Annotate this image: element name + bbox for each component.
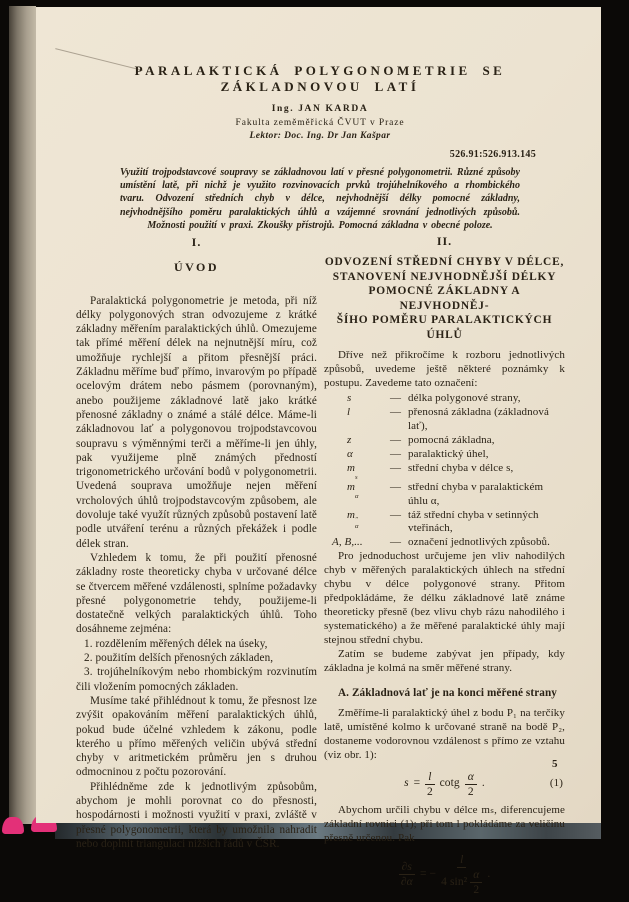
equation-number: (1) — [549, 777, 563, 790]
article-header — [76, 63, 564, 232]
definition-description: délka polygonové strany, — [408, 392, 521, 405]
definition-description: pomocná základna, — [408, 433, 495, 446]
definition-row — [324, 481, 565, 509]
definition-symbol: m ″ α — [347, 508, 359, 530]
definition-dash: — — [390, 480, 402, 493]
formula-1 — [324, 771, 565, 798]
lector-line: Lektor: Doc. Ing. Dr Jan Kašpar — [249, 131, 391, 141]
definition-description: přenosná základna (základnová lať), — [408, 406, 549, 432]
equals-minus-sign: = − — [419, 867, 437, 880]
equation-variable: s — [404, 777, 409, 790]
definition-description: paralaktický úhel, — [408, 447, 489, 460]
abstract-text: Využití trojpodstavcové soupravy se základnovou latí v přesné polygonometrii. Různé způsoby umístění latě, při nichž je využito rozvinovacích prvků trojúhelníkového a rhombického tvaru. Odvození středních chyb v délce, nejvhodnější délky pomocné základny, nejvhodnějšího poměru paralaktických úhlů a vzájemné srovnání jednotlivých způsobů. Možnosti použití v praxi. Zkoušky přístrojů. Pomocná základna v obecné poloze. — [120, 167, 520, 231]
definition-dash: — — [390, 433, 402, 446]
fraction-numerator: l — [457, 854, 466, 868]
definition-row — [324, 536, 565, 550]
definition-dash: — — [390, 536, 402, 549]
definition-row — [324, 406, 565, 434]
numbered-list-item: 2. použitím delších přenosných základen, — [84, 652, 274, 665]
fraction — [465, 771, 477, 798]
fraction-numerator: l — [425, 771, 434, 785]
fraction-denominator: 2 — [467, 785, 474, 798]
subsection-a-heading: A. Základnová lať je na konci měřené strany — [338, 687, 557, 700]
definition-symbol: m α — [347, 480, 359, 500]
definition-dash: — — [390, 406, 402, 419]
definition-row — [324, 448, 565, 462]
paragraph: Abychom určili chybu v délce mₛ, diferencujeme základní rovnici (1); při tom l pokládáme za veličinu přesně určenou. Pak — [324, 803, 565, 844]
fraction — [441, 854, 482, 896]
definition-symbol: l — [347, 406, 351, 419]
left-column — [76, 235, 317, 851]
section-2-number: II. — [436, 234, 453, 248]
definition-dash: — — [390, 508, 402, 521]
section-1-number: I. — [191, 235, 202, 249]
definition-description: táž střední chyba v setinných vteřinách, — [408, 508, 539, 535]
article-title: PARALAKTICKÁ POLYGONOMETRIE SE ZÁKLADNOVOU LATÍ — [134, 63, 506, 94]
section-2-title-line: ÚHLŮ — [426, 328, 463, 341]
paragraph: Přihlédněme zde k jednotlivým způsobům, abychom je mohli porovnat co do přesnosti, hospodárnosti i možnosti využití v praxi, zvláště v přesné polygonometrii, která by umožnila nahradit nebo doplnit triangulaci nižších řádů v ČSR. — [76, 780, 317, 850]
author-affiliation: Fakulta zeměměřická ČVUT v Praze — [235, 118, 405, 128]
pink-marker-dot — [2, 817, 24, 834]
fraction-numerator: α — [470, 869, 482, 883]
formula-period: . — [481, 777, 485, 790]
definition-row — [324, 509, 565, 537]
definition-description: střední chyba v délce s, — [408, 461, 514, 474]
page-number: 5 — [552, 758, 558, 770]
udc-number: 526.91:526.913.145 — [449, 149, 536, 160]
section-2-title-line: ŠÍHO POMĚRU PARALAKTICKÝCH — [336, 314, 553, 327]
paragraph: Zatím se budeme zabývat jen případy, kdy základna je kolmá na směr měřené strany. — [324, 647, 565, 674]
paragraph: Pro jednoduchost určujeme jen vliv nahodilých chyb v měřených paralaktických úhlech na střední chybu v délce polygonové strany. Přitom předpokládáme, že délku základnové latě známe theoreticky přesně (bez vlivu chyb rázu nahodilého i systematického) a že měřené paralaktické úhly mají stejnou střední chybu. — [324, 550, 565, 646]
fraction-denominator: 2 — [426, 785, 433, 798]
definition-description: označení jednotlivých způsobů. — [408, 536, 550, 549]
fraction-denominator: 2 — [473, 883, 480, 896]
definition-symbol: z — [347, 433, 352, 446]
definition-dash: — — [390, 392, 402, 405]
fraction-denominator: ∂α — [400, 876, 413, 889]
section-1-title: ÚVOD — [173, 260, 220, 275]
definition-symbol: m s — [347, 461, 358, 481]
right-column — [324, 235, 565, 902]
definition-row — [324, 462, 565, 481]
definition-description: střední chyba v paralaktickém úhlu α, — [408, 480, 544, 507]
section-2-title — [324, 255, 565, 343]
definition-symbol: s — [347, 392, 352, 405]
equation-body — [399, 854, 491, 896]
definition-symbol: α — [347, 447, 353, 460]
numbered-list-item: 3. trojúhelníkovým nebo rhombickým rozvinutím čili vložením pomocných základen. — [76, 666, 317, 693]
definition-row — [324, 392, 565, 406]
fraction-numerator: α — [465, 771, 477, 785]
fraction-numerator: ∂s — [399, 861, 415, 875]
book-spine-edge — [9, 6, 36, 824]
fraction — [425, 771, 434, 798]
numbered-list-item: 1. rozdělením měřených délek na úseky, — [84, 637, 268, 650]
paragraph: Paralaktická polygonometrie je metoda, při níž délky polygonových stran odvozujeme z krátké základny měřením paralaktických úhlů. Omezujeme tak přímé měření délek na nejnutnější míru, což umožňuje rychlejší a přitom přesnější práci. Základnu měříme buď přímo, invarovým po případě ocelovým drátem nebo pásmem (porovnaným), anebo použijeme základnové latě jako krátké přenosné základny o známé a stálé délce. Máme-li základnovou lať a polygonovou trojpodstavcovou soupravu s výměnnými terči a měříme-li jen úhly, pak využijeme plně známých předností trigonometrického určování bodů v polygonometrii. Uvedená souprava umožňuje nejen měření vrcholových úhlů trojpodstavcovým způsobem, ale dovoluje také využít různých způsobů postavení latě podle utváření terénu a různých překážek i podle délek stran. — [76, 294, 317, 550]
section-2-title-line: POMOCNÉ ZÁKLADNY A NEJVHODNĚJ- — [368, 285, 521, 312]
equals-sign: = — [413, 777, 421, 790]
notation-definitions — [324, 392, 565, 550]
paragraph: Musíme také přihlédnout k tomu, že přesnost lze zvýšit opakováním měření paralaktických úhlů, pokud bude účelné vzhledem k zákonu, podle kterého u přímo měřených veličin ubývá střední chyby v aritmetickém průměru jen s druhou odmocninou z počtu pozorování. — [76, 694, 317, 779]
definition-symbol: A, B,... — [332, 536, 363, 549]
sine-squared-term: 4 sin² — [441, 876, 468, 889]
formula-period: . — [487, 867, 491, 880]
fraction-denominator — [441, 868, 482, 896]
paragraph: Změříme-li paralaktický úhel z bodu P₁ na terčíky latě, umístěné kolmo k určované straně na bodě P₂, dostaneme vodorovnou vzdálenost s přímo ze vztahu (viz obr. 1): — [324, 707, 565, 762]
definition-dash: — — [390, 461, 402, 474]
paragraph: Vzhledem k tomu, že při použití přenosné základny roste theoreticky chyba v určované délce se čtvercem měřené vzdálenosti, splníme požadavky přesné polygonometrie tehdy, použijeme-li dostatečně velkých paralaktických úhlů. Toho dosáhneme zejména: — [76, 551, 317, 636]
columns-container — [76, 235, 565, 902]
section-2-title-line: STANOVENÍ NEJVHODNĚJŠÍ DÉLKY — [332, 270, 557, 283]
paragraph: Dříve než přikročíme k rozboru jednotlivých způsobů, uvedeme ještě některé poznámky k postupu. Zavedeme tato označení: — [324, 349, 565, 390]
fraction — [470, 869, 482, 896]
formula-2 — [324, 854, 565, 896]
document-page — [36, 7, 601, 896]
author-name: Ing. JAN KARDA — [271, 104, 369, 114]
equation-body — [404, 771, 485, 798]
fraction — [399, 861, 415, 888]
definition-dash: — — [390, 447, 402, 460]
definition-row — [324, 434, 565, 448]
section-2-title-line: ODVOZENÍ STŘEDNÍ CHYBY V DÉLCE, — [324, 255, 565, 268]
cotangent-operator: cotg — [439, 777, 460, 790]
